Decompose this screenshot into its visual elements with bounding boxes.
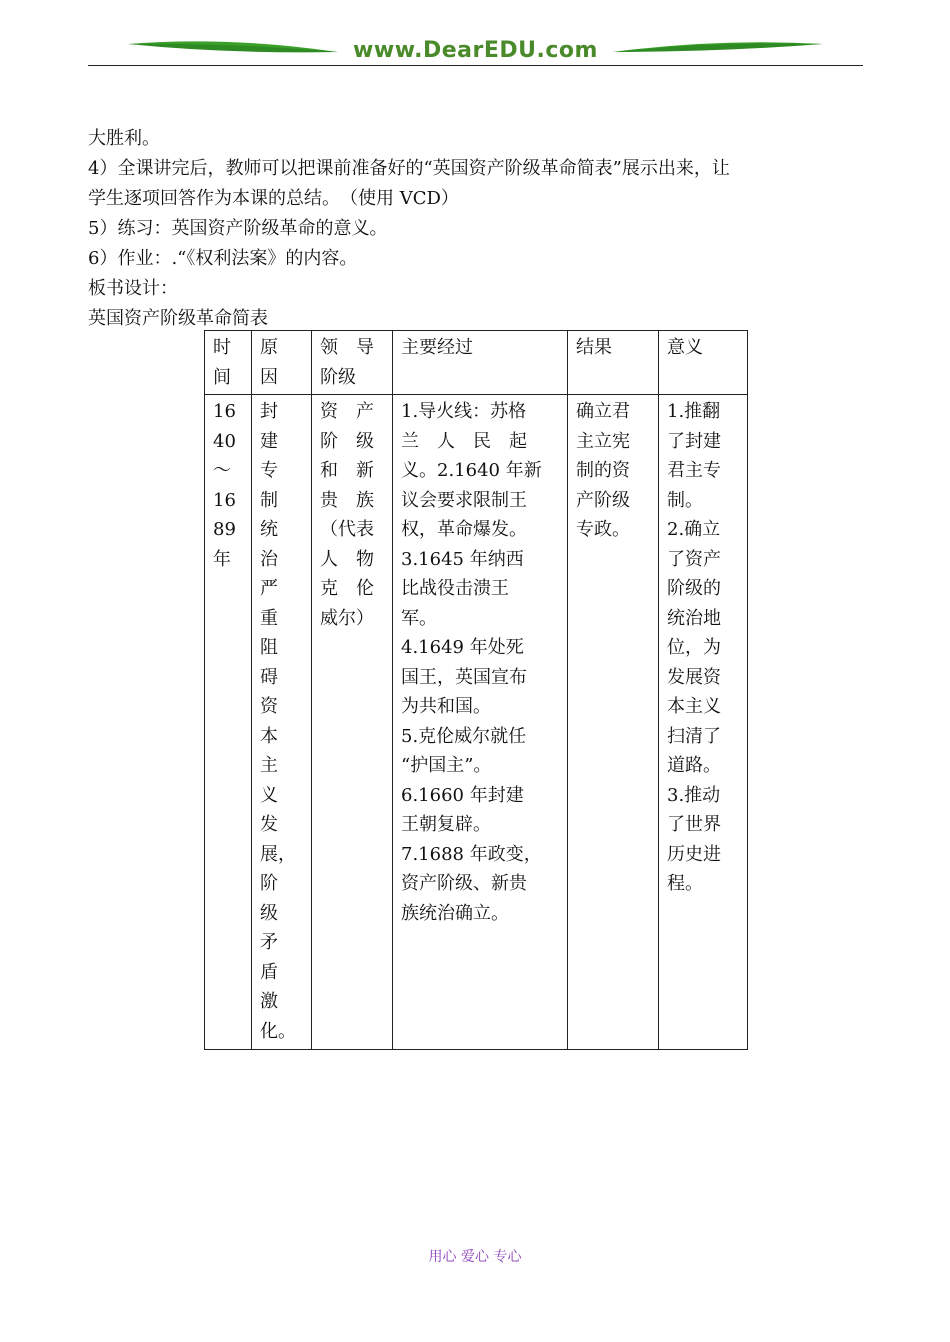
cell-line: 了封建: [667, 430, 721, 452]
cell-line: 领 导: [320, 337, 374, 358]
cell-line: “护国主”。: [401, 755, 492, 776]
cell-line: 人 物: [320, 548, 374, 570]
cell-line: 年: [213, 548, 231, 570]
cell-line: 封: [260, 401, 278, 422]
header-rule: [88, 65, 863, 66]
footer-slogan: 用心 爱心 专心: [428, 1249, 522, 1265]
cell-line: 激: [260, 991, 278, 1012]
cell-line: 了世界: [667, 814, 721, 835]
cell-line: 化。: [260, 1020, 296, 1042]
cell-line: 程。: [667, 873, 703, 894]
cell-line: 国王，英国宣布: [401, 666, 527, 688]
text-line: 4）全课讲完后，教师可以把课前准备好的“英国资产阶级革命简表”展示出来，让: [88, 158, 730, 179]
cell-line: 1.导火线：苏格: [401, 401, 527, 422]
cell-line: 严: [260, 578, 278, 599]
table-row: [205, 395, 748, 1050]
site-logo-text[interactable]: www.DearEDU.com: [353, 38, 598, 63]
cell-line: 主立宪: [576, 430, 630, 452]
cell-line: 为共和国。: [401, 696, 491, 717]
cell-line: 16: [213, 489, 236, 511]
cell-line: 权，革命爆发。: [401, 519, 527, 540]
cell-line: 比战役击溃王: [401, 578, 509, 599]
cell-line: 1.推翻: [667, 401, 721, 422]
text-line: 大胜利。: [88, 128, 160, 149]
header-cell-main-events: [393, 331, 568, 395]
cell-line: 发展资: [667, 666, 721, 688]
cell-line: 矛: [260, 932, 278, 953]
cell-significance: [659, 395, 748, 1050]
cell-line: 位，为: [667, 637, 721, 658]
text-line: 5）练习：英国资产阶级革命的意义。: [88, 218, 388, 239]
cell-line: 统治地: [667, 607, 721, 629]
cell-line: 6.1660 年封建: [401, 784, 524, 806]
cell-line: 治: [260, 548, 278, 570]
cell-line: 阻: [260, 637, 278, 658]
cell-line: 40: [213, 430, 236, 452]
cell-line: 族统治确立。: [401, 902, 509, 924]
cell-line: 因: [260, 366, 278, 388]
cell-line: 16: [213, 401, 236, 422]
cell-line: 间: [213, 366, 231, 388]
cell-line: 和 新: [320, 460, 374, 481]
cell-line: 3.1645 年纳西: [401, 548, 524, 570]
cell-line: 主: [260, 755, 278, 776]
header-cell-result: [568, 331, 659, 395]
cell-line: 发: [260, 814, 278, 835]
cell-line: 展，: [260, 843, 296, 865]
cell-line: 3.推动: [667, 784, 721, 806]
cell-line: 贵 族: [320, 489, 374, 511]
cell-line: 4.1649 年处死: [401, 637, 524, 658]
cell-line: 阶 级: [320, 430, 374, 452]
cell-line: 制。: [667, 489, 703, 511]
cell-line: 王朝复辟。: [401, 814, 491, 835]
cell-line: 制的资: [576, 460, 630, 481]
cell-result: [568, 395, 659, 1050]
cell-line: 义: [260, 784, 278, 806]
cell-line: 结果: [576, 337, 612, 358]
table-title: 英国资产阶级革命简表: [88, 308, 268, 329]
cell-line: 克 伦: [320, 578, 374, 599]
cell-line: 碍: [260, 666, 278, 688]
cell-line: 资: [260, 696, 278, 717]
cell-line: 阶级的: [667, 578, 721, 599]
header-cell-leading-class: [312, 331, 393, 395]
table-header-row: [205, 331, 748, 395]
cell-line: 2.确立: [667, 519, 721, 540]
cell-line: 级: [260, 902, 278, 924]
cell-line: 阶: [260, 873, 278, 894]
cell-line: 阶级: [320, 366, 356, 388]
cell-line: 了资产: [667, 548, 721, 570]
cell-line: 本主义: [667, 696, 721, 717]
cell-line: 确立君: [576, 401, 630, 422]
cell-time: [205, 395, 252, 1050]
cell-line: 制: [260, 489, 278, 511]
cell-line: 主要经过: [401, 337, 473, 358]
cell-line: 军。: [401, 607, 437, 629]
revolution-summary-table: [204, 330, 748, 1050]
cell-cause: [252, 395, 312, 1050]
cell-line: 君主专: [667, 460, 721, 481]
text-line: 6）作业：.“《权利法案》的内容。: [88, 248, 358, 269]
cell-line: （代表: [320, 519, 374, 540]
cell-line: 议会要求限制王: [401, 489, 527, 511]
cell-line: 资 产: [320, 401, 374, 422]
cell-line: 道路。: [667, 755, 721, 776]
header-cell-time: [205, 331, 252, 395]
cell-line: 盾: [260, 961, 278, 983]
page-header: [88, 30, 863, 70]
cell-line: 统: [260, 519, 278, 540]
header-cell-cause: [252, 331, 312, 395]
cell-line: 原: [260, 337, 278, 358]
cell-line: 意义: [667, 337, 703, 358]
header-cell-significance: [659, 331, 748, 395]
cell-line: 专: [260, 460, 278, 481]
cell-line: 资产阶级、新贵: [401, 873, 527, 894]
cell-line: 本: [260, 725, 278, 747]
text-line: 板书设计：: [88, 278, 178, 299]
cell-line: 建: [260, 430, 278, 452]
cell-line: 威尔）: [320, 607, 374, 629]
cell-line: 7.1688 年政变，: [401, 843, 542, 865]
cell-line: 历史进: [667, 843, 721, 865]
cell-line: 5.克伦威尔就任: [401, 725, 527, 747]
cell-line: 产阶级: [576, 489, 630, 511]
text-line: 学生逐项回答作为本课的总结。 （使用 VCD）: [88, 188, 459, 209]
cell-line: ～: [213, 460, 231, 481]
cell-line: 重: [260, 607, 278, 629]
cell-line: 扫清了: [667, 725, 721, 747]
cell-line: 时: [213, 337, 231, 358]
cell-line: 兰 人 民 起: [401, 430, 527, 452]
body-text: [88, 124, 868, 334]
cell-leading-class: [312, 395, 393, 1050]
cell-line: 义。2.1640 年新: [401, 460, 542, 481]
cell-main-events: [393, 395, 568, 1050]
cell-line: 89: [213, 519, 236, 540]
cell-line: 专政。: [576, 519, 630, 540]
